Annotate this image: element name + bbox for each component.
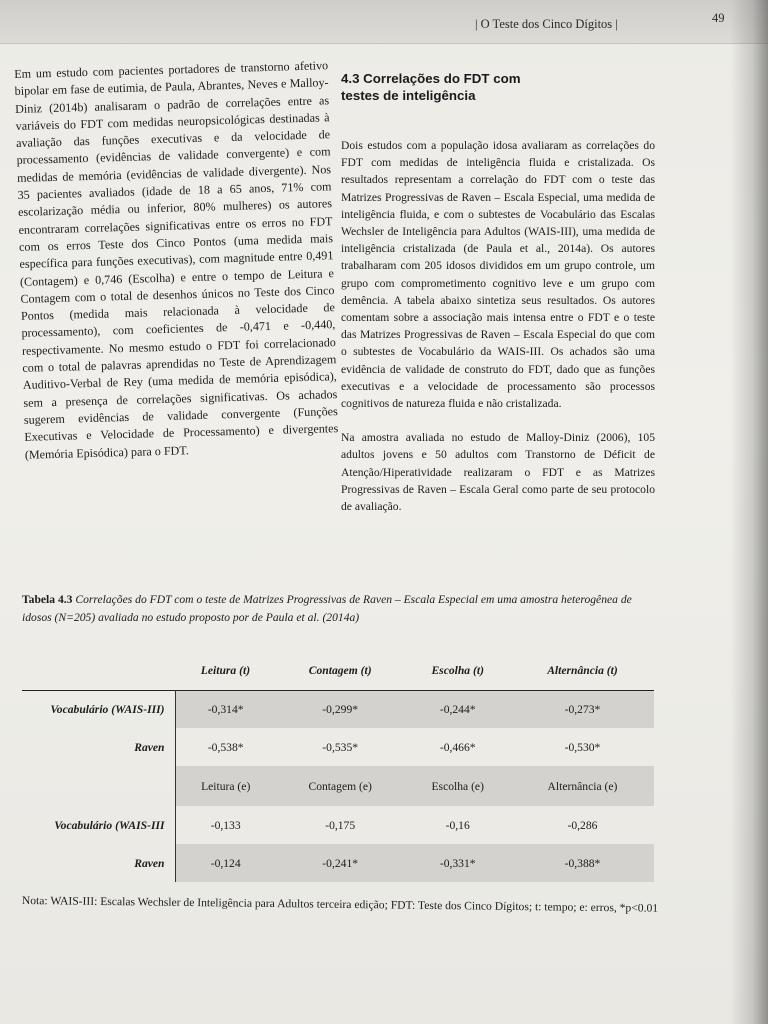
table-row [22,728,654,766]
table-row [22,844,654,882]
column-header: Escolha (e) [404,766,510,806]
row-label: Vocabulário (WAIS-III) [22,690,175,728]
table-subheader-row [22,766,654,806]
table-cell: -0,530* [564,740,601,754]
row-label: Raven [22,844,175,882]
right-column [341,70,655,532]
table-cell: -0,466* [439,740,476,754]
column-header: Leitura (t) [200,664,251,678]
table-caption [22,591,660,626]
note-text: WAIS-III: Escalas Wechsler de Inteligência para Adultos terceira edição; FDT: Teste dos Cinco Dígitos; t: tempo; e: erros, *p<0.01 [50,894,659,915]
table-cell: -0,535* [322,740,359,754]
table-cell: -0,388* [511,844,654,882]
section-heading [341,70,655,104]
table-cell: -0,16 [445,818,470,832]
table-cell: -0,244* [404,690,510,728]
table-header-row [22,652,654,690]
table-cell: -0,133 [210,818,241,832]
table-cell: -0,331* [404,844,510,882]
table-note [22,892,662,918]
page-header [0,0,768,44]
row-label: Raven [22,728,175,766]
table-cell: -0,241* [276,844,405,882]
table-cell: -0,314* [175,690,276,728]
row-label: Vocabulário (WAIS-III [22,806,175,844]
column-header: Contagem (e) [276,766,405,806]
paragraph-malloy-diniz: Na amostra avaliada no estudo de Malloy-Diniz (2006), 105 adultos jovens e 50 adultos com Transtorno de Déficit de Atenção/Hiperatividade realizaram o FDT e as Matrizes Progressivas de Raven – Escala Geral como parte de seu protocolo de avaliação. [341,431,655,514]
section-heading-line-2: testes de inteligência [341,88,476,103]
column-header: Contagem (t) [308,664,372,678]
page-edge-shadow [730,0,768,1024]
table-cell: -0,538* [207,740,244,754]
table-cell: -0,273* [511,690,654,728]
table-cell: -0,286 [567,818,598,832]
column-header: Alternância (t) [547,664,618,678]
column-header: Alternância (e) [511,766,654,806]
section-heading-line-1: 4.3 Correlações do FDT com [341,71,521,86]
table-row [22,690,654,728]
table-cell: -0,124 [175,844,276,882]
page-number: 49 [712,11,725,25]
table-corner [22,652,175,690]
column-header: Escolha (t) [431,664,484,678]
correlation-table [22,652,654,882]
note-label: Nota: [21,893,48,908]
table-cell: -0,175 [325,818,356,832]
table-caption-label: Tabela 4.3 [22,593,73,606]
table-caption-text: Correlações do FDT com o teste de Matrizes Progressivas de Raven – Escala Especial em uma amostra heterogênea de idosos (N=205) avaliada no estudo proposto por de Paula et al. (2014a) [22,593,632,624]
column-header: Leitura (e) [175,766,276,806]
left-column-text: Em um estudo com pacientes portadores de transtorno afetivo bipolar em fase de eutimia, de Paula, Abrantes, Neves e Malloy-Diniz (2014b) analisaram o padrão de correlações entre as variáveis do FDT com medidas neuropsicológicas destinadas à avaliação das funções executivas e da velocidade de processamento (evidências de validade convergente) e com medidas de memória (evidências de validade divergente). Nos 35 pacientes avaliados (idade de 18 a 65 anos, 71% com escolarização média ou inferior, 80% mulheres) os autores encontraram correlações significativas entre os erros no FDT com os erros Teste dos Cinco Pontos (uma medida mais específica para funções executivas), com magnitude entre 0,491 (Contagem) e 0,746 (Escolha) e entre o tempo de Leitura e Contagem com o total de desenhos únicos no Teste dos Cinco Pontos (medida mais relacionada à velocidade de processamento), com coeficientes de -0,471 e -0,440, respectivamente. No mesmo estudo o FDT foi correlacionado com o total de palavras aprendidas no Teste de Aprendizagem Auditivo-Verbal de Rey (uma medida de memória episódica), sem a presença de correlações significativas. Os achados sugerem evidências de validade convergente (Funções Executivas e Velocidade de Processamento) e divergentes (Memória Episódica) para o FDT. [14,58,339,462]
row-label-empty [22,766,175,806]
table-cell: -0,299* [276,690,405,728]
paragraph-intelligence: Dois estudos com a população idosa avaliaram as correlações do FDT com medidas de inteligência fluida e cristalizada. Os resultados representam a correlação do FDT com o teste das Matrizes Progressivas de Raven – Escala Especial, uma medida de inteligência fluida, e com o subtestes de Vocabulário das Escalas Wechsler de Inteligência para Adultos (WAIS-III), uma medida de inteligência cristalizada (de Paula et al., 2014a). Os autores trabalharam com 205 idosos divididos em um grupo controle, um grupo com comprometimento cognitivo leve e um grupo com demência. A tabela abaixo sintetiza seus resultados. Os autores comentam sobre a associação mais intensa entre o FDT e o teste das Matrizes Progressivas de Raven – Escala Especial do que com o subtestes de Vocabulário da WAIS-III. Os achados são uma evidência de validade de construto do FDT, dado que as funções executivas e a velocidade de processamento são processos cognitivos de natureza fluida e não cristalizada. [341,139,655,411]
running-head: | O Teste dos Cinco Dígitos | [475,17,618,31]
table-row [22,806,654,844]
